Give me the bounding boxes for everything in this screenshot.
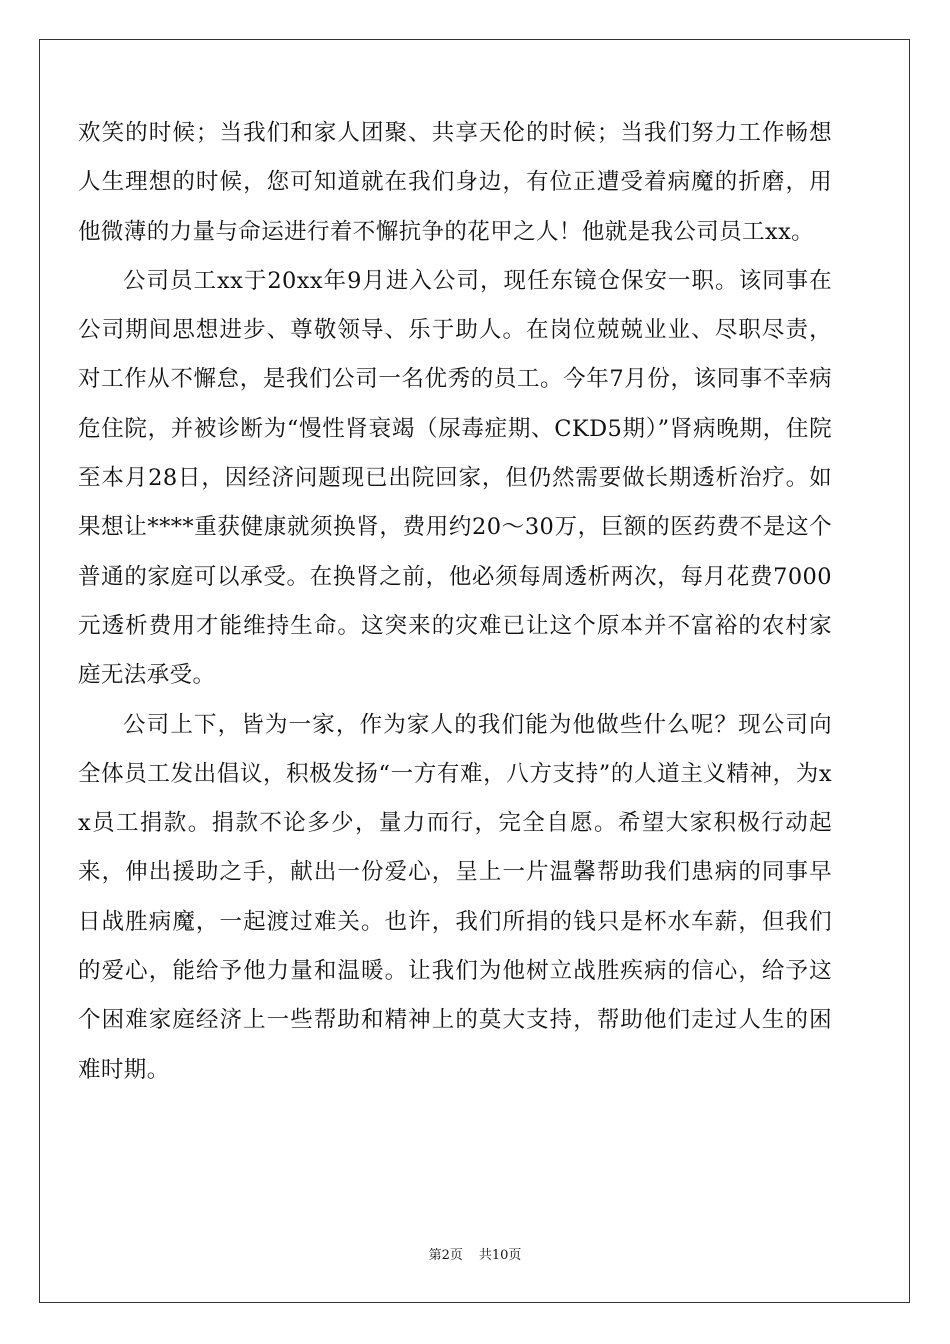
page-footer — [0, 1247, 950, 1265]
paragraph-1: 欢笑的时候；当我们和家人团聚、共享天伦的时候；当我们努力工作畅想人生理想的时候，您可知道就在我们身边，有位正遭受着病魔的折磨，用他微薄的力量与命运进行着不懈抗争的花甲之人！他就是我公司员工xx。 — [78, 120, 832, 245]
paragraph-2: 公司员工xx于20xx年9月进入公司，现任东镜仓保安一职。该同事在公司期间思想进步、尊敬领导、乐于助人。在岗位兢兢业业、尽职尽责，对工作从不懈怠，是我们公司一名优秀的员工。今年7月份，该同事不幸病危住院，并被诊断为“慢性肾衰竭（尿毒症期、CKD5期）”肾病晚期，住院至本月28日，因经济问题现已出院回家，但仍然需要做长期透析治疗。如果想让****重获健康就须换肾，费用约20～30万，巨额的医药费不是这个普通的家庭可以承受。在换肾之前，他必须每周透析两次，每月花费7000元透析费用才能维持生命。这突来的灾难已让这个原本并不富裕的农村家庭无法承受。 — [78, 267, 832, 689]
page-number-total: 共10页 — [478, 1248, 522, 1263]
document-body — [78, 109, 832, 1095]
page-number-current: 第2页 — [428, 1248, 463, 1263]
paragraph-3: 公司上下，皆为一家，作为家人的我们能为他做些什么呢？现公司向全体员工发出倡议，积极发扬“一方有难，八方支持”的人道主义精神，为xx员工捐款。捐款不论多少，量力而行，完全自愿。希望大家积极行动起来，伸出援助之手，献出一份爱心，呈上一片温馨帮助我们患病的同事早日战胜病魔，一起渡过难关。也许，我们所捐的钱只是杯水车薪，但我们的爱心，能给予他力量和温暖。让我们为他树立战胜疾病的信心，给予这个困难家庭经济上一些帮助和精神上的莫大支持，帮助他们走过人生的困难时期。 — [78, 711, 832, 1083]
